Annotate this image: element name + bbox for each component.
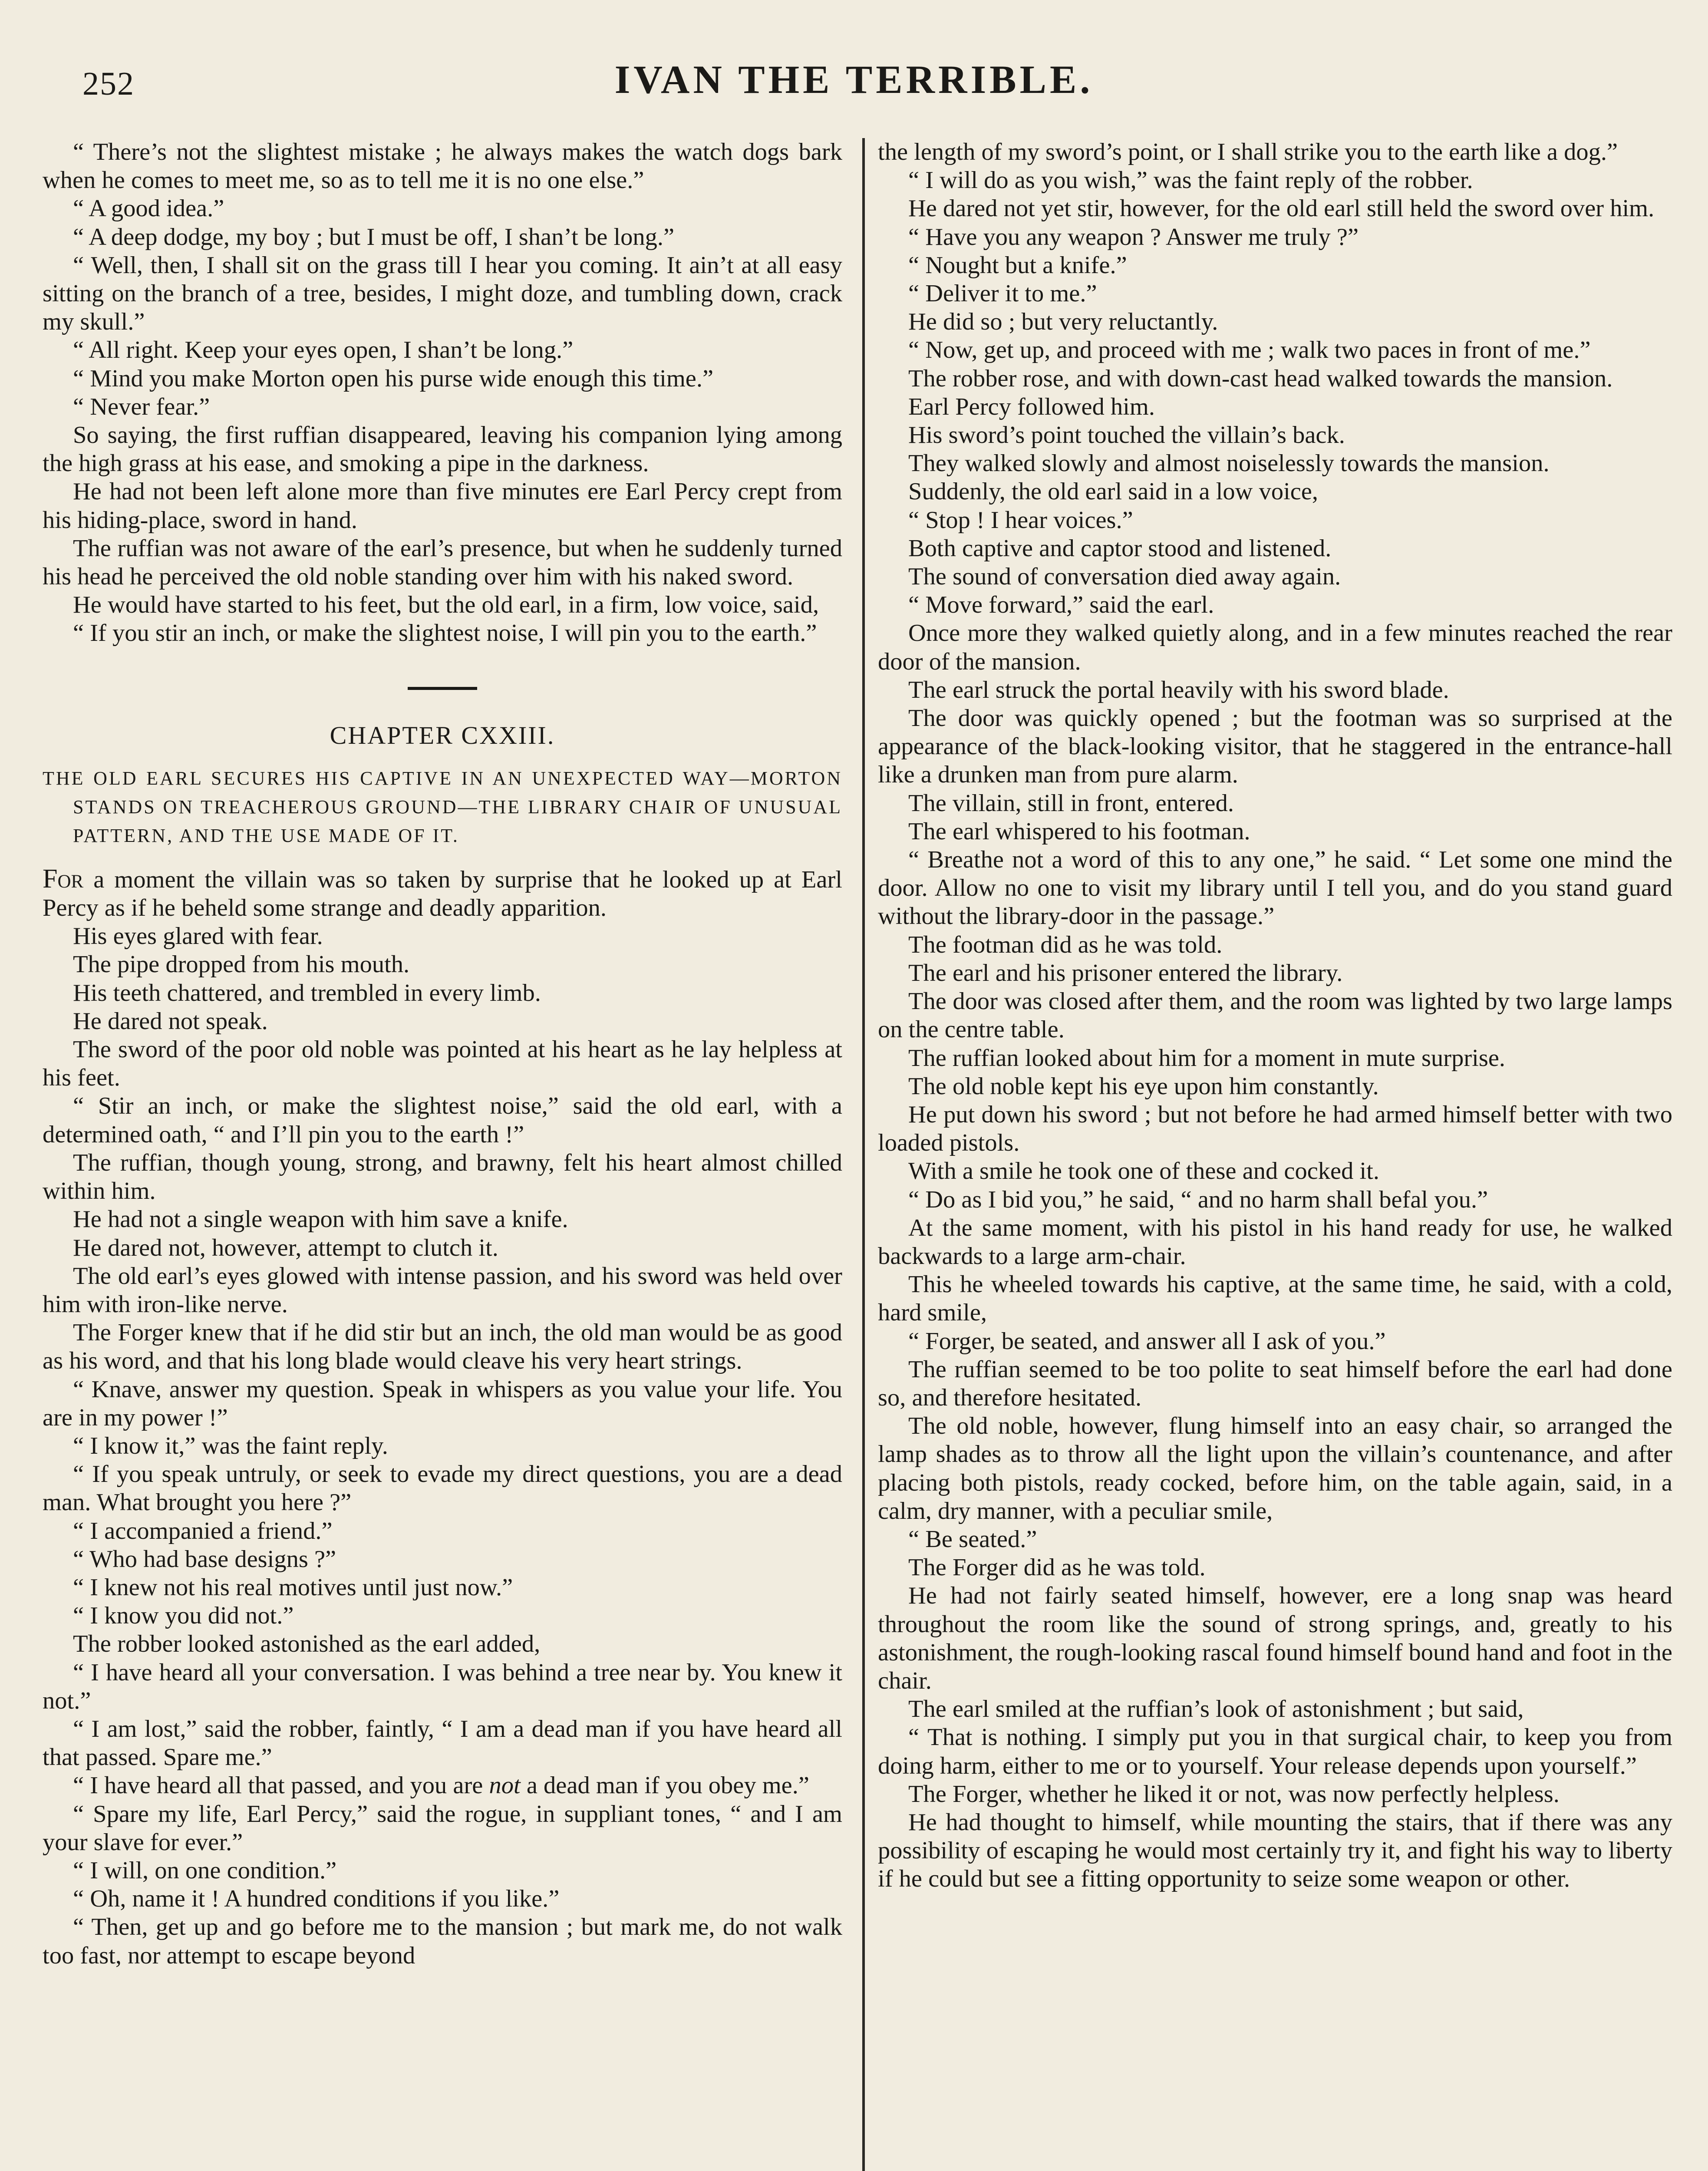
paragraph: “ Move forward,” said the earl. xyxy=(908,591,1214,619)
page-header xyxy=(0,56,1708,117)
opening-paragraph-text: a moment the villain was so taken by surprise that he looked up at Earl Percy as if he beheld some strange and deadly apparition. xyxy=(43,866,842,922)
paragraph: The ruffian, though young, strong, and brawny, felt his heart almost chilled within him. xyxy=(43,1149,842,1205)
paragraph: “ Knave, answer my question. Speak in whispers as you value your life. You are in my power !” xyxy=(43,1376,842,1431)
paragraph: “ Oh, name it ! A hundred conditions if you like.” xyxy=(73,1885,560,1913)
paragraph: “ I accompanied a friend.” xyxy=(73,1517,333,1544)
paragraph: The sound of conversation died away again. xyxy=(908,563,1341,591)
paragraph: He did so ; but very reluctantly. xyxy=(908,308,1218,336)
paragraph: The robber looked astonished as the earl added, xyxy=(73,1630,541,1658)
paragraphs-before-chapter xyxy=(43,138,842,648)
paragraph: “ Have you any weapon ? Answer me truly ?” xyxy=(908,223,1359,251)
paragraph: His eyes glared with fear. xyxy=(73,923,323,950)
paragraph: “ A good idea.” xyxy=(73,195,224,222)
paragraph: The old noble kept his eye upon him constantly. xyxy=(908,1072,1379,1100)
paragraph: “ Who had base designs ?” xyxy=(73,1545,336,1573)
paragraph: “ If you stir an inch, or make the slightest noise, I will pin you to the earth.” xyxy=(73,620,817,647)
chapter-synopsis: THE OLD EARL SECURES HIS CAPTIVE IN AN UNEXPECTED WAY—MORTON STANDS ON TREACHEROUS GROUND—THE LIBRARY CHAIR OF UNUSUAL PATTERN, AND THE USE MADE OF IT. xyxy=(43,767,842,846)
paragraph: They walked slowly and almost noiselessly towards the mansion. xyxy=(908,450,1550,477)
right-paragraphs xyxy=(878,166,1672,1893)
italic-para-start: “ I have heard all that passed, and you are xyxy=(73,1772,489,1799)
paragraph: The Forger, whether he liked it or not, was now perfectly helpless. xyxy=(908,1780,1560,1808)
paragraph: “ Be seated.” xyxy=(908,1525,1037,1553)
paragraph: He had not a single weapon with him save a knife. xyxy=(73,1206,568,1233)
paragraph: The earl struck the portal heavily with his sword blade. xyxy=(908,676,1449,703)
paragraph: His teeth chattered, and trembled in every limb. xyxy=(73,979,541,1006)
paragraph: “ Then, get up and go before me to the mansion ; but mark me, do not walk too fast, nor attempt to escape beyond xyxy=(43,1914,842,1969)
paragraph: The villain, still in front, entered. xyxy=(908,789,1234,817)
paragraph: “ I know you did not.” xyxy=(73,1602,294,1630)
paragraph: The earl smiled at the ruffian’s look of astonishment ; but said, xyxy=(908,1696,1524,1723)
chapter-opening-paragraph xyxy=(43,865,842,922)
paragraph: He put down his sword ; but not before he had armed himself better with two loaded pistols. xyxy=(878,1101,1672,1157)
continuation-paragraph: the length of my sword’s point, or I shall strike you to the earth like a dog.” xyxy=(878,139,1618,165)
paragraph: “ Do as I bid you,” he said, “ and no harm shall befal you.” xyxy=(908,1186,1488,1213)
paragraph: “ I will, on one condition.” xyxy=(73,1857,337,1884)
paragraph: Earl Percy followed him. xyxy=(908,393,1155,420)
paragraph: “ I am lost,” said the robber, faintly, “ I am a dead man if you have heard all that passed. Spare me.” xyxy=(43,1715,842,1771)
paragraph: He would have started to his feet, but the old earl, in a firm, low voice, said, xyxy=(73,591,819,619)
paragraph: His sword’s point touched the villain’s back. xyxy=(908,422,1345,449)
paragraph: The ruffian looked about him for a moment in mute surprise. xyxy=(908,1044,1506,1072)
paragraph: The earl whispered to his footman. xyxy=(908,818,1250,845)
paragraph: The Forger knew that if he did stir but an inch, the old man would be as good as his word, and that his long blade would cleave his very heart strings. xyxy=(43,1319,842,1375)
paragraph: The ruffian was not aware of the earl’s presence, but when he suddenly turned his head he perceived the old noble standing over him with his naked sword. xyxy=(43,535,842,591)
paragraph: The pipe dropped from his mouth. xyxy=(73,951,410,978)
running-title: IVAN THE TERRIBLE. xyxy=(614,57,1094,102)
paragraph: He dared not speak. xyxy=(73,1007,268,1035)
paragraph: At the same moment, with his pistol in his hand ready for use, he walked backwards to a large arm-chair. xyxy=(878,1214,1672,1270)
paragraph: With a smile he took one of these and cocked it. xyxy=(908,1158,1380,1185)
paragraph: “ That is nothing. I simply put you in that surgical chair, to keep you from doing harm, either to me or to yourself. Your release depends upon yourself.” xyxy=(878,1724,1672,1779)
opening-word: For xyxy=(43,864,84,894)
paragraph: So saying, the first ruffian disappeared, leaving his companion lying among the high grass at his ease, and smoking a pipe in the darkness. xyxy=(43,422,842,477)
chapter-paragraphs-b xyxy=(43,1800,842,1970)
paragraph: “ I knew not his real motives until just now.” xyxy=(73,1574,513,1601)
paragraph: The footman did as he was told. xyxy=(908,931,1223,958)
paragraph: Once more they walked quietly along, and in a few minutes reached the rear door of the mansion. xyxy=(878,620,1672,675)
paragraph: “ Never fear.” xyxy=(73,393,210,420)
paragraph: The sword of the poor old noble was pointed at his heart as he lay helpless at his feet. xyxy=(43,1036,842,1092)
paragraph: “ Mind you make Morton open his purse wide enough this time.” xyxy=(73,365,714,392)
paragraph: “ Nought but a knife.” xyxy=(908,251,1127,279)
paragraph: “ I have heard all your conversation. I was behind a tree near by. You knew it not.” xyxy=(43,1659,842,1714)
paragraph: “ Well, then, I shall sit on the grass till I hear you coming. It ain’t at all easy sitting on the branch of a tree, besides, I might doze, and tumbling down, crack my skull.” xyxy=(43,251,842,336)
paragraph: “ Deliver it to me.” xyxy=(908,280,1097,307)
chapter-paragraphs-a xyxy=(43,922,842,1772)
paragraph: “ Now, get up, and proceed with me ; walk two paces in front of me.” xyxy=(908,337,1591,364)
paragraph: The earl and his prisoner entered the library. xyxy=(908,959,1343,987)
chapter-separator-rule xyxy=(408,687,477,690)
paragraph: “ If you speak untruly, or seek to evade my direct questions, you are a dead man. What brought you here ?” xyxy=(43,1461,842,1516)
paragraph: “ There’s not the slightest mistake ; he always makes the watch dogs bark when he comes to meet me, so as to tell me it is no one else.” xyxy=(43,139,842,194)
paragraph: This he wheeled towards his captive, at the same time, he said, with a cold, hard smile, xyxy=(878,1271,1672,1326)
paragraph: “ A deep dodge, my boy ; but I must be off, I shan’t be long.” xyxy=(73,223,675,251)
paragraph: The robber rose, and with down-cast head walked towards the mansion. xyxy=(908,365,1613,392)
page-number: 252 xyxy=(82,66,135,102)
right-column xyxy=(878,138,1672,2171)
paragraph: Suddenly, the old earl said in a low voice, xyxy=(908,478,1319,505)
paragraph: The Forger did as he was told. xyxy=(908,1554,1206,1581)
paragraph: “ Forger, be seated, and answer all I ask of you.” xyxy=(908,1327,1386,1355)
italic-word: not xyxy=(489,1772,521,1799)
paragraph: “ I will do as you wish,” was the faint reply of the robber. xyxy=(908,167,1473,194)
paragraph: “ Stop ! I hear voices.” xyxy=(908,506,1133,534)
paragraph: The old noble, however, flung himself into an easy chair, so arranged the lamp shades as to throw all the light upon the villain’s countenance, and after placing both pistols, ready cocked, before him, on the table again, said, in a calm, dry manner, with a peculiar smile, xyxy=(878,1412,1672,1524)
paragraph: “ All right. Keep your eyes open, I shan’t be long.” xyxy=(73,337,574,364)
column-divider xyxy=(862,138,865,2171)
paragraph: The door was closed after them, and the room was lighted by two large lamps on the centre table. xyxy=(878,988,1672,1043)
paragraph: He had not been left alone more than five minutes ere Earl Percy crept from his hiding-place, sword in hand. xyxy=(43,478,842,534)
paragraph: Both captive and captor stood and listened. xyxy=(908,535,1332,562)
paragraph: He had not fairly seated himself, however, ere a long snap was heard throughout the room like the sound of strong springs, and, greatly to his astonishment, the rough-looking rascal found himself bound hand and foot in the chair. xyxy=(878,1582,1672,1694)
chapter-heading: CHAPTER CXXIII. xyxy=(330,721,555,749)
paragraph: He had thought to himself, while mounting the stairs, that if there was any possibility of escaping he would most certainly try it, and fight his way to liberty if he could but see a fitting opportunity to seize some weapon or other. xyxy=(878,1808,1672,1893)
paragraph: The old earl’s eyes glowed with intense passion, and his sword was held over him with iron-like nerve. xyxy=(43,1262,842,1318)
paragraph-with-italic xyxy=(43,1772,842,1800)
paragraph: “ Stir an inch, or make the slightest noise,” said the old earl, with a determined oath, “ and I’ll pin you to the earth !” xyxy=(43,1092,842,1148)
paragraph: “ Spare my life, Earl Percy,” said the rogue, in suppliant tones, “ and I am your slave for ever.” xyxy=(43,1800,842,1856)
paragraph: “ I know it,” was the faint reply. xyxy=(73,1432,388,1459)
paragraph: “ Breathe not a word of this to any one,” he said. “ Let some one mind the door. Allow no one to visit my library until I tell you, and do you stand guard without the library-door in the passage.” xyxy=(878,846,1672,930)
paragraph: The door was quickly opened ; but the footman was so surprised at the appearance of the black-looking visitor, that he staggered in the entrance-hall like a drunken man from pure alarm. xyxy=(878,705,1672,789)
italic-para-end: a dead man if you obey me.” xyxy=(520,1772,809,1799)
paragraph: He dared not, however, attempt to clutch it. xyxy=(73,1234,498,1261)
left-column xyxy=(43,138,842,1970)
paragraph: The ruffian seemed to be too polite to seat himself before the earl had done so, and therefore hesitated. xyxy=(878,1356,1672,1411)
paragraph: He dared not yet stir, however, for the old earl still held the sword over him. xyxy=(908,195,1655,222)
